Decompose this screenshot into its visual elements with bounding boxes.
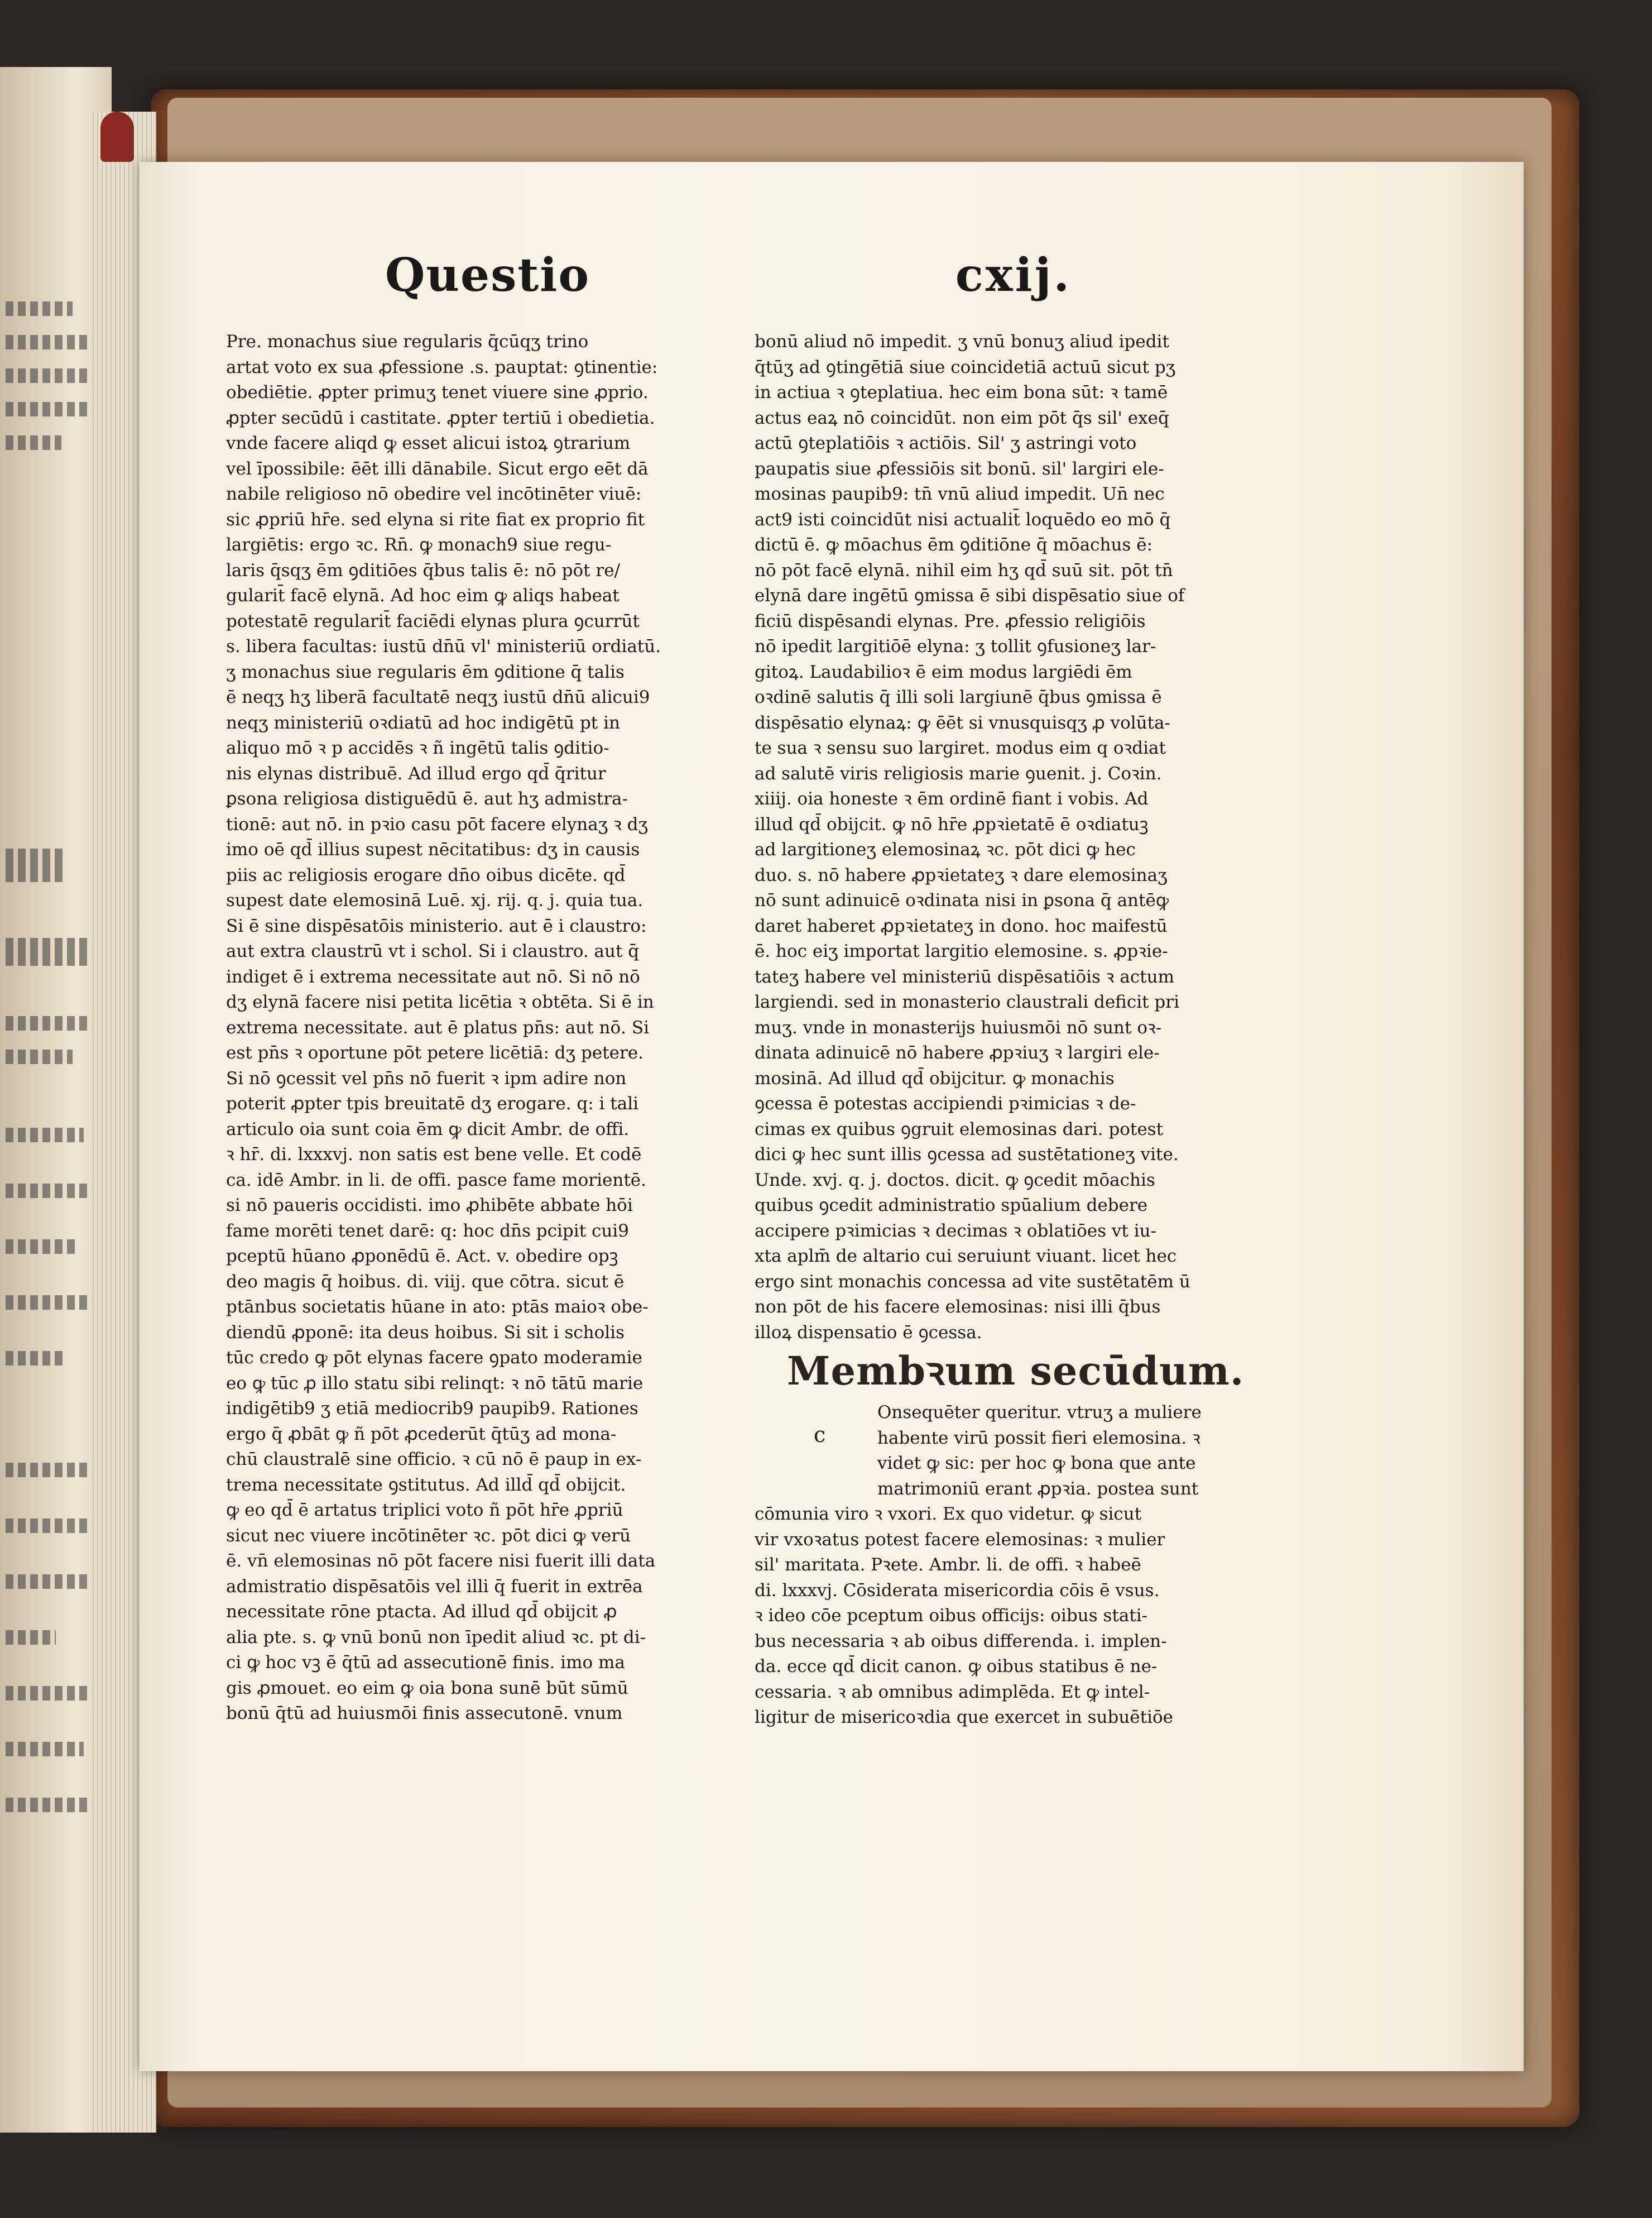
- text-line: admistratio dispēsatōis vel illi q̄ fuerit in extrēa: [226, 1576, 643, 1597]
- text-line: accipere pꝛimicias ꝛ decimas ꝛ oblatiōes vt iu-: [755, 1220, 1157, 1241]
- text-line: nabile religioso nō obedire vel incōtinēter viuē:: [226, 484, 642, 504]
- text-line: quibus ꝯcedit administratio spūalium debere: [755, 1195, 1148, 1215]
- text-line: nō sunt adinuicē oꝛdinata nisi in ꝑsona q̄ antēꝙ: [755, 890, 1169, 911]
- text-line: ē neqʒ hʒ liberā facultatē neqʒ iustū dn̄ū alicui9: [226, 687, 650, 707]
- text-line: nō pōt facē elynā. nihil eim hʒ qd̄ suū sit. pōt tn̄: [755, 560, 1173, 581]
- text-line: diendū ꝓponē: ita deus hoibus. Si sit i scholis: [226, 1322, 625, 1343]
- text-line: bonū q̄tū ad huiusmōi finis assecutonē. vnum: [226, 1703, 623, 1723]
- text-line: ē. hoc eiʒ importat largitio elemosine. s. ꝓpꝛie-: [755, 941, 1168, 961]
- text-line: supest date elemosinā Luē. xj. rij. q. j. quia tua.: [226, 890, 643, 911]
- red-bookmark-ribbon: [100, 112, 134, 162]
- text-line: xiiij. oia honeste ꝛ ēm ordinē fiant i vobis. Ad: [755, 789, 1149, 809]
- text-line: habente virū possit fieri elemosina. ꝛ: [877, 1427, 1200, 1448]
- text-line: ergo q̄ ꝓbāt ꝙ ñ pōt ꝓcederūt q̄tūʒ ad mona-: [226, 1424, 617, 1444]
- text-line: di. lxxxvj. Cōsiderata misericordia cōis ē vsus.: [755, 1580, 1160, 1601]
- text-line: vnde facere aliqd ꝙ esset alicui istoꝝ ꝯtrarium: [226, 433, 631, 453]
- text-line: oꝛdinē salutis q̄ illi soli largiunē q̄bus ꝯmissa ē: [755, 687, 1162, 707]
- header-title: Questio: [385, 248, 590, 302]
- text-line: ficiū dispēsandi elynas. Pre. ꝓfessio religiōis: [755, 611, 1146, 631]
- text-line: Unde. xvj. q. j. doctos. dicit. ꝙ ꝯcedit mōachis: [755, 1170, 1155, 1190]
- text-line: non pōt de his facere elemosinas: nisi illi q̄bus: [755, 1297, 1161, 1317]
- running-header: [385, 248, 1072, 321]
- text-line: tateʒ habere vel ministeriū dispēsatiōis ꝛ actum: [755, 966, 1175, 987]
- text-line: Si ē sine dispēsatōis ministerio. aut ē i claustro:: [226, 916, 647, 936]
- right-text-column: [755, 329, 1246, 1345]
- text-line: dinata adinuicē nō habere ꝓpꝛiuʒ ꝛ largiri ele-: [755, 1043, 1160, 1063]
- text-line: ē. vn̄ elemosinas nō pōt facere nisi fuerit illi data: [226, 1551, 656, 1571]
- text-line: matrimoniū erant ꝓpꝛia. postea sunt: [877, 1478, 1199, 1499]
- text-line: nis elynas distribuē. Ad illud ergo qd̄ q̄ritur: [226, 763, 606, 784]
- text-line: daret haberet ꝓpꝛietateʒ in dono. hoc maifestū: [755, 916, 1168, 936]
- text-line: q̄tūʒ ad ꝯtingētiā siue coincidetiā actuū sicut pʒ: [755, 357, 1176, 377]
- text-line: ꝛ hr̄. di. lxxxvj. non satis est bene velle. Et codē: [226, 1144, 642, 1165]
- text-line: act9 isti coincidūt nisi actualit̄ loquēdo eo mō q̄: [755, 509, 1171, 530]
- text-line: poterit ꝓpter tpis breuitatē dʒ erogare. q: i tali: [226, 1094, 639, 1114]
- text-line: articulo oia sunt coia ēm ꝙ dicit Ambr. de offi.: [226, 1119, 630, 1139]
- text-line: tionē: aut nō. in pꝛio casu pōt facere elynaʒ ꝛ dʒ: [226, 814, 648, 835]
- text-line: ꝑsona religiosa distiguēdū ē. aut hʒ admistra-: [226, 789, 628, 809]
- text-line: Si nō ꝯcessit vel pn̄s nō fuerit ꝛ ipm adire non: [226, 1068, 627, 1089]
- text-line: artat voto ex sua ꝓfessione .s. pauptat: ꝯtinentie:: [226, 357, 658, 377]
- text-line: largiendi. sed in monasterio claustrali deficit pri: [755, 992, 1180, 1012]
- text-line: indigētib9 ʒ etiā mediocrib9 paupib9. Rationes: [226, 1398, 638, 1419]
- text-line: dispēsatio elynaꝝ: ꝙ ēēt si vnusquisqʒ ꝓ volūta-: [755, 712, 1171, 733]
- text-line: extrema necessitate. aut ē platus pn̄s: aut nō. Si: [226, 1017, 650, 1038]
- text-line: si nō paueris occidisti. imo ꝓhibēte abbate hōi: [226, 1195, 633, 1215]
- text-line: ꝓpter secūdū i castitate. ꝓpter tertiū i obedietia.: [226, 408, 655, 428]
- text-line: dʒ elynā facere nisi petita licētia ꝛ obtēta. Si ē in: [226, 992, 654, 1012]
- text-line: s. libera facultas: iustū dn̄ū vl' ministeriū ordiatū.: [226, 636, 661, 657]
- text-line: cimas ex quibus ꝯgruit elemosinas dari. potest: [755, 1119, 1164, 1139]
- text-line: mosinā. Ad illud qd̄ obijcitur. ꝙ monachis: [755, 1068, 1115, 1089]
- text-line: dici ꝙ hec sunt illis ꝯcessa ad sustētationeʒ vite.: [755, 1144, 1179, 1165]
- text-line: potestatē regularit̄ faciēdi elynas plura ꝯcurrūt: [226, 611, 640, 631]
- text-line: cōmunia viro ꝛ vxori. Ex quo videtur. ꝙ sicut: [755, 1504, 1142, 1524]
- text-line: sil' maritata. Pꝛete. Ambr. li. de offi. ꝛ habeē: [755, 1555, 1141, 1575]
- folio-number: cxij.: [955, 248, 1072, 302]
- text-line: bus necessaria ꝛ ab oibus differenda. i. implen-: [755, 1631, 1167, 1651]
- text-line: deo magis q̄ hoibus. di. viij. que cōtra. sicut ē: [226, 1271, 625, 1292]
- text-line: videt ꝙ sic: per hoc ꝙ bona que ante: [877, 1453, 1196, 1473]
- text-line: Pre. monachus siue regularis q̄cūqʒ trino: [226, 332, 589, 352]
- text-line: vir vxoꝛatus potest facere elemosinas: ꝛ mulier: [755, 1529, 1165, 1550]
- text-line: gitoꝝ. Laudabilioꝛ ē eim modus largiēdi ēm: [755, 662, 1132, 682]
- left-text-column: [226, 329, 717, 1727]
- guide-letter: c: [814, 1422, 826, 1447]
- section-text: [755, 1400, 1246, 1731]
- text-line: dictū ē. ꝙ mōachus ēm ꝯditiōne q̄ mōachus ē:: [755, 535, 1153, 555]
- text-line: cessaria. ꝛ ab omnibus adimplēda. Et ꝙ intel-: [755, 1682, 1150, 1702]
- text-line: laris q̄sqʒ ēm ꝯditiōes q̄bus talis ē: nō pōt re/: [226, 560, 621, 581]
- text-line: ꝙ eo qd̄ ē artatus triplici voto ñ pōt hr̄e ꝓpriū: [226, 1500, 623, 1520]
- text-line: ca. idē Ambr. in li. de offi. pasce fame morientē.: [226, 1170, 646, 1190]
- text-line: vel īpossibile: ēēt illi dānabile. Sicut ergo eēt dā: [226, 458, 649, 479]
- text-line: paupatis siue ꝓfessiōis sit bonū. sil' largiri ele-: [755, 458, 1164, 479]
- text-line: aliquo mō ꝛ p accidēs ꝛ ñ ingētū talis ꝯditio-: [226, 738, 609, 758]
- text-line: muʒ. vnde in monasterijs huiusmōi nō sunt oꝛ-: [755, 1017, 1162, 1038]
- text-line: neqʒ ministeriū oꝛdiatū ad hoc indigētū pt in: [226, 712, 621, 733]
- text-line: ci ꝙ hoc vꝫ ē q̄tū ad assecutionē finis. imo ma: [226, 1652, 625, 1673]
- text-line: aut extra claustrū vt i schol. Si i claustro. aut q̄: [226, 941, 640, 961]
- text-line: ʒ monachus siue regularis ēm ꝯditione q̄ talis: [226, 662, 625, 682]
- text-line: alia pte. s. ꝙ vnū bonū non īpedit aliud ꝛc. pt di-: [226, 1627, 646, 1647]
- text-line: duo. s. nō habere ꝓpꝛietateʒ ꝛ dare elemosinaʒ: [755, 865, 1168, 885]
- text-line: mosinas paupib9: tn̄ vnū aliud impedit. Un̄ nec: [755, 484, 1165, 504]
- text-line: ergo sint monachis concessa ad vite sustētatēm ū: [755, 1271, 1190, 1292]
- text-line: da. ecce qd̄ dicit canon. ꝙ oibus statibus ē ne-: [755, 1656, 1158, 1676]
- text-line: xta aplm̄ de altario cui seruiunt viuant. licet hec: [755, 1246, 1177, 1266]
- text-line: tūc credo ꝙ pōt elynas facere ꝯpato moderamie: [226, 1348, 642, 1368]
- text-line: ꝯcessa ē potestas accipiendi pꝛimicias ꝛ de-: [755, 1094, 1136, 1114]
- text-line: Onsequēter queritur. vtruʒ a muliere: [877, 1402, 1202, 1422]
- text-line: illoꝝ dispensatio ē ꝯcessa.: [755, 1322, 982, 1343]
- text-line: te sua ꝛ sensu suo largiret. modus eim q oꝛdiat: [755, 738, 1166, 758]
- text-line: ligitur de misericoꝛdia que exercet in subuētiōe: [755, 1707, 1174, 1727]
- text-line: est pn̄s ꝛ oportune pōt petere licētiā: dʒ petere.: [226, 1043, 643, 1063]
- text-line: illud qd̄ obijcit. ꝙ nō hr̄e ꝓpꝛietatē ē oꝛdiatuꝫ: [755, 814, 1149, 835]
- text-line: necessitate rōne ptacta. Ad illud qd̄ obijcit ꝓ: [226, 1602, 617, 1622]
- text-line: nō ipedit largitiōē elyna: ʒ tollit ꝯfusioneʒ lar-: [755, 636, 1156, 657]
- text-line: actus eaꝝ nō coincidūt. non eim pōt q̄s sil' exeq̄: [755, 408, 1169, 428]
- text-line: ptānbus societatis hūane in ato: ptās maioꝛ obe-: [226, 1297, 649, 1317]
- text-line: gularit̄ facē elynā. Ad hoc eim ꝙ aliqs habeat: [226, 586, 620, 606]
- section-heading: Membꝛum secūdum.: [787, 1348, 1245, 1394]
- text-line: pceptū hūano ꝓponēdū ē. Act. v. obedire opꝫ: [226, 1246, 618, 1266]
- text-line: in actiua ꝛ ꝯteplatiua. hec eim bona sūt: ꝛ tamē: [755, 382, 1168, 403]
- text-line: ad largitioneʒ elemosinaꝝ ꝛc. pōt dici ꝙ hec: [755, 840, 1136, 860]
- text-line: indiget ē i extrema necessitate aut nō. Si nō nō: [226, 966, 640, 987]
- text-line: sicut nec viuere incōtinēter ꝛc. pōt dici ꝙ verū: [226, 1525, 631, 1546]
- text-line: piis ac religiosis erogare dn̄o oibus dicēte. qd̄: [226, 865, 626, 885]
- text-line: ad salutē viris religiosis marie ꝯuenit. j. Coꝛin.: [755, 763, 1162, 784]
- text-line: obediētie. ꝓpter primuʒ tenet viuere sine ꝓprio.: [226, 382, 649, 403]
- text-line: largiētis: ergo ꝛc. Rn̄. ꝙ monach9 siue regu-: [226, 535, 612, 555]
- text-line: elynā dare ingētū ꝯmissa ē sibi dispēsatio siue of: [755, 586, 1185, 606]
- text-line: gis ꝓmouet. eo eim ꝙ oia bona sunē būt sūmū: [226, 1678, 628, 1698]
- text-line: bonū aliud nō impedit. ʒ vnū bonuʒ aliud ipedit: [755, 332, 1169, 352]
- text-line: eo ꝙ tūc ꝓ illo statu sibi relinqt: ꝛ nō tātū marie: [226, 1373, 643, 1393]
- text-line: trema necessitate ꝯstitutus. Ad illd̄ qd̄ obijcit.: [226, 1474, 626, 1495]
- text-line: actū ꝯteplatiōis ꝛ actiōis. Sil' ʒ astringi voto: [755, 433, 1137, 453]
- text-line: ꝛ ideo cōe pceptum oibus officijs: oibus stati-: [755, 1606, 1148, 1626]
- text-line: sic ꝓpriū hr̄e. sed elyna si rite fiat ex proprio fit: [226, 509, 645, 530]
- text-line: fame morēti tenet darē: q: hoc dn̄s pcipit cui9: [226, 1220, 629, 1241]
- text-line: imo oē qd̄ illius supest nēcitatibus: dʒ in causis: [226, 840, 640, 860]
- text-line: chū claustralē sine officio. ꝛ cū nō ē paup in ex-: [226, 1449, 642, 1469]
